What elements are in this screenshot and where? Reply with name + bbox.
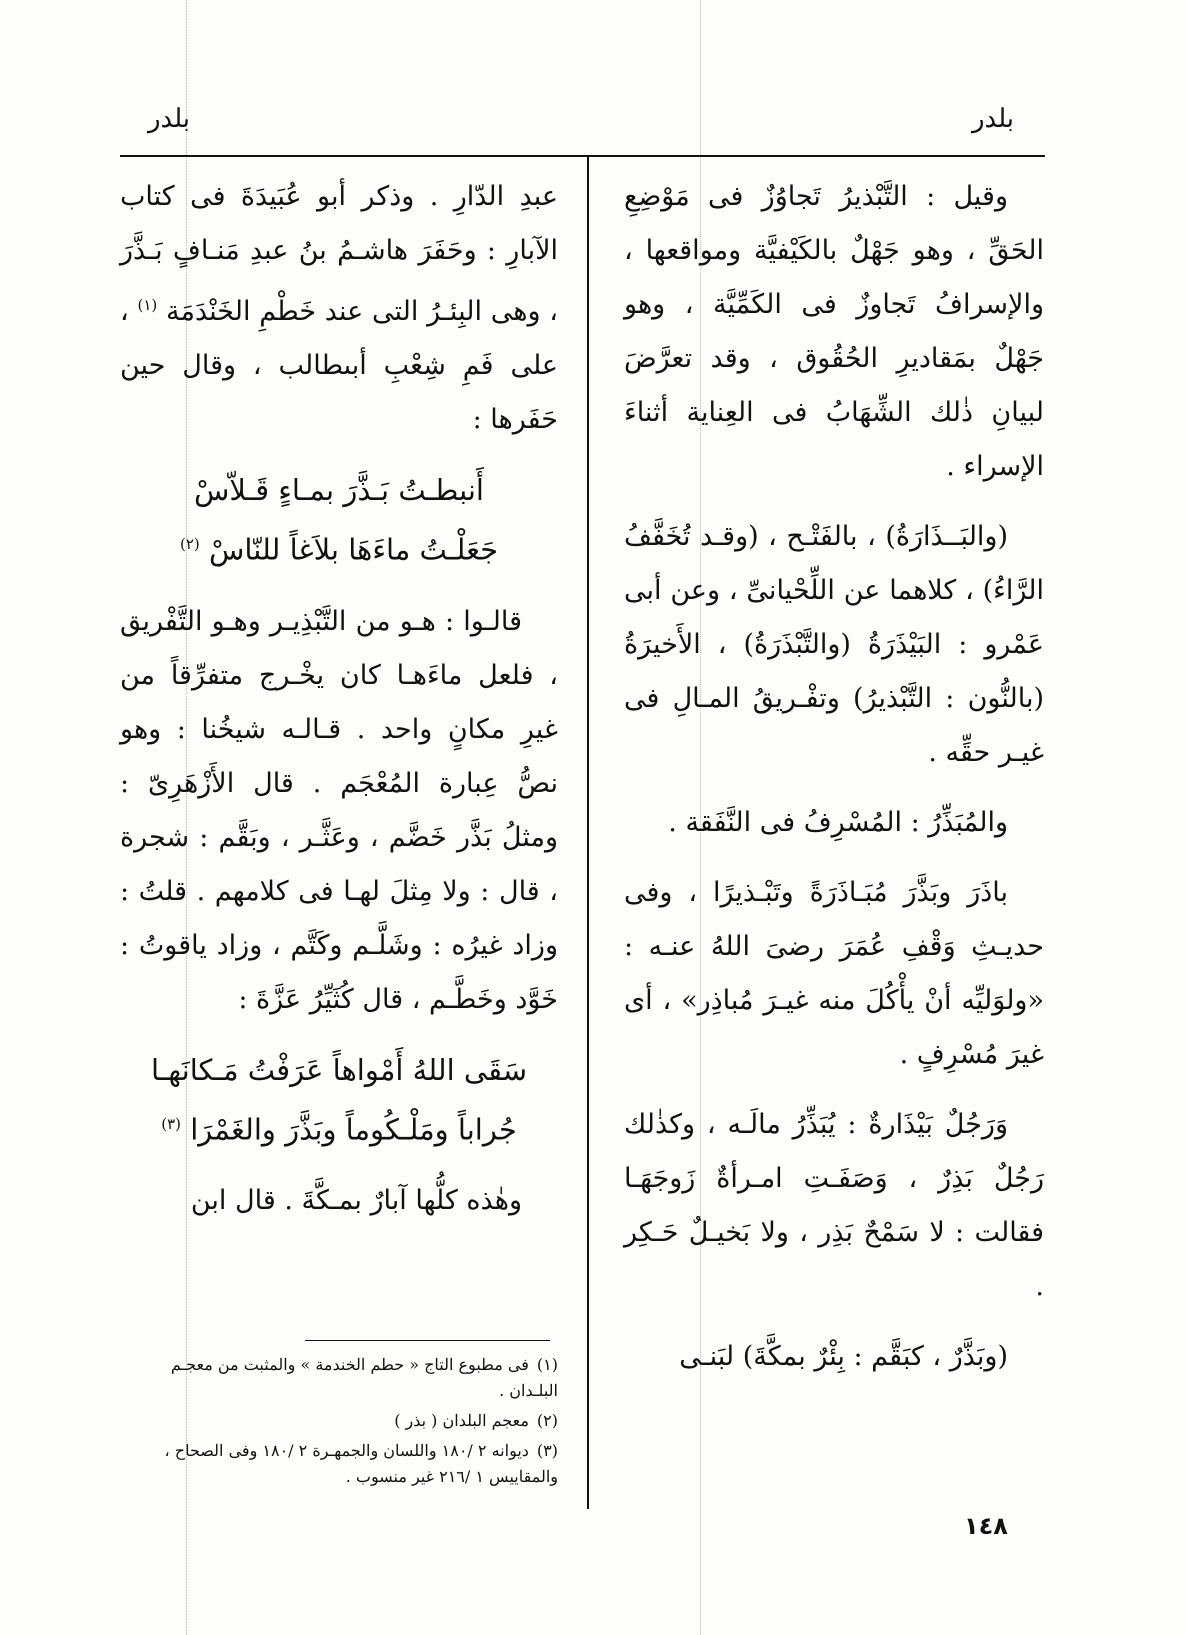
paragraph: وَرَجُلٌ بَيْذَارةٌ : يُبَذِّرُ مالَـه ، وكذٰلك رَجُلٌ بَذِرٌ ، وَصَفَـتِ امـرأةٌ زَوجَهَـا فقالت : لا سَمْحٌ بَذِر ، ولا بَخيـلٌ حَـكِر . [624, 1109, 1044, 1302]
header-rule [120, 155, 1045, 157]
verse-line-text: جُراباً ومَلْـكُوماً وبَذَّرَ والغَمْرَا [190, 1112, 517, 1147]
paragraph: قالـوا : هـو من التَّبْذِيـر وهـو التَّفْريق ، فلعل ماءَهـا كان يخْـرج متفرِّقاً من غيرِ مكانٍ واحد . قـالـه شيخُنا : وهو نصُّ عِبارة المُعْجَم . قال الأَزْهَرِىّ : ومثلُ بَذَّر خَضَّم ، وعَثَّـر ، وبَقَّم : شجرة ، قال : ولا مِثلَ لهـا فى كلامهم . قلتُ : وزاد غيرُه : وشَلَّـم وكَتَّم ، وزاد ياقوتُ : خَوَّد وخَطَّـم ، قال كُثَيِّرُ عَزَّةَ : [120, 605, 558, 1015]
footnote-marker: (١) [137, 296, 158, 314]
footnote-text: معجم البلدان ( بذر ) [394, 1411, 529, 1430]
verse-line [120, 1097, 558, 1157]
footnote-number: (٣) [536, 1441, 558, 1460]
verse-line: سَقَى اللهُ أَمْواهاً عَرَفْتُ مَـكانَهـا [150, 1052, 528, 1087]
footnote-text: ديوانه ٢ /١٨٠ واللسان والجمهـرة ٢ /١٨٠ وفى الصحاح ، والمقاييس ١ /٢١٦ غير منسوب . [164, 1441, 558, 1486]
footnote [120, 1352, 558, 1404]
verse-line-text: جَعَلْـتُ ماءَهَا بلاَغاً للنّاسْ [208, 532, 499, 567]
footnote [120, 1438, 558, 1490]
running-header-right: بلدر [972, 104, 1015, 134]
column-divider [587, 157, 589, 1509]
footnote-number: (٢) [536, 1411, 558, 1430]
footnote-marker: (٣) [161, 1114, 181, 1133]
paragraph: (وبَذَّرٌ ، كبَقَّم : بِئْرٌ بمكَّةَ) لبَنـى [679, 1341, 1008, 1372]
running-header-left: بلدر [148, 104, 191, 134]
verse [120, 1043, 558, 1157]
paragraph [120, 170, 558, 447]
left-column [120, 170, 558, 1244]
paragraph-text: عبدِ الدّارِ . وذكر أبو عُبَيدَةَ فى كتاب الآبارِ : وحَفَرَ هاشـمُ بنُ عبدِ مَنـافٍ بَـذَّرَ ، وهى البِئـرُ التى عند خَطْمِ الخَنْدَمَة [120, 181, 558, 327]
footnote-text: فى مطبوع التاج « حطم الخندمة » والمثبت من معجـم البلـدان . [170, 1355, 558, 1400]
paragraph: والمُبَذِّرُ : المُسْرِفُ فى النَّفَقة . [668, 807, 1008, 838]
verse-line [120, 517, 558, 577]
paragraph: وقيل : التَّبْذيرُ تَجاوُزٌ فى مَوْضِعِ الحَقِّ ، وهو جَهْلٌ بالكَيْفيَّة ومواقعها ، والإسرافُ تَجاوزٌ فى الكَمِّيَّة ، وهو جَهْلٌ بمَقاديرِ الحُقُوق ، وقد تعرَّضَ لبيانِ ذٰلك الشِّهَابُ فى العِناية أثناءَ الإسراء . [624, 181, 1044, 482]
footnote [120, 1408, 558, 1434]
verse-line: أَنبطـتُ بَـذَّرَ بمـاءٍ قَـلاّسْ [194, 473, 484, 507]
verse [120, 463, 558, 577]
footnote-rule [305, 1340, 550, 1341]
paragraph-text: ، على فَمِ شِعْبِ أبىطالب ، وقال حين حَفَرها : [120, 296, 558, 435]
footnote-number: (١) [536, 1355, 558, 1374]
footnote-marker: (٢) [179, 535, 200, 553]
paragraph: باذَرَ وبَذَّرَ مُبَـاذَرَةً وتَبْـذيرًا ، وفى حديـثِ وَقْفِ عُمَرَ رضىَ اللهُ عنـه : «ولوَليِّه أنْ يأْكُلَ منه غيـرَ مُباذِر» ، أى غيرَ مُسْرِفٍ . [624, 877, 1044, 1070]
paragraph: (والبَــذَارَةُ) ، بالفَتْـح ، (وقـد تُخَفَّفُ الرَّاءُ) ، كلاهما عن اللِّحْيانىِّ ، وعن أبى عَمْرو : البَيْذَرَةُ (والتَّبْذَرَةُ) ، الأَخيرَةُ (بالنُّون : التَّبْذيرُ) وتفْـريقُ المـالِ فى غيـر حقِّه . [624, 521, 1044, 768]
right-column [624, 170, 1044, 1400]
paragraph: وهٰذه كلُّها آبارٌ بمـكَّةَ . قال ابن [190, 1185, 522, 1217]
page-number: ١٤٨ [964, 1512, 1008, 1540]
footnotes [120, 1352, 558, 1494]
